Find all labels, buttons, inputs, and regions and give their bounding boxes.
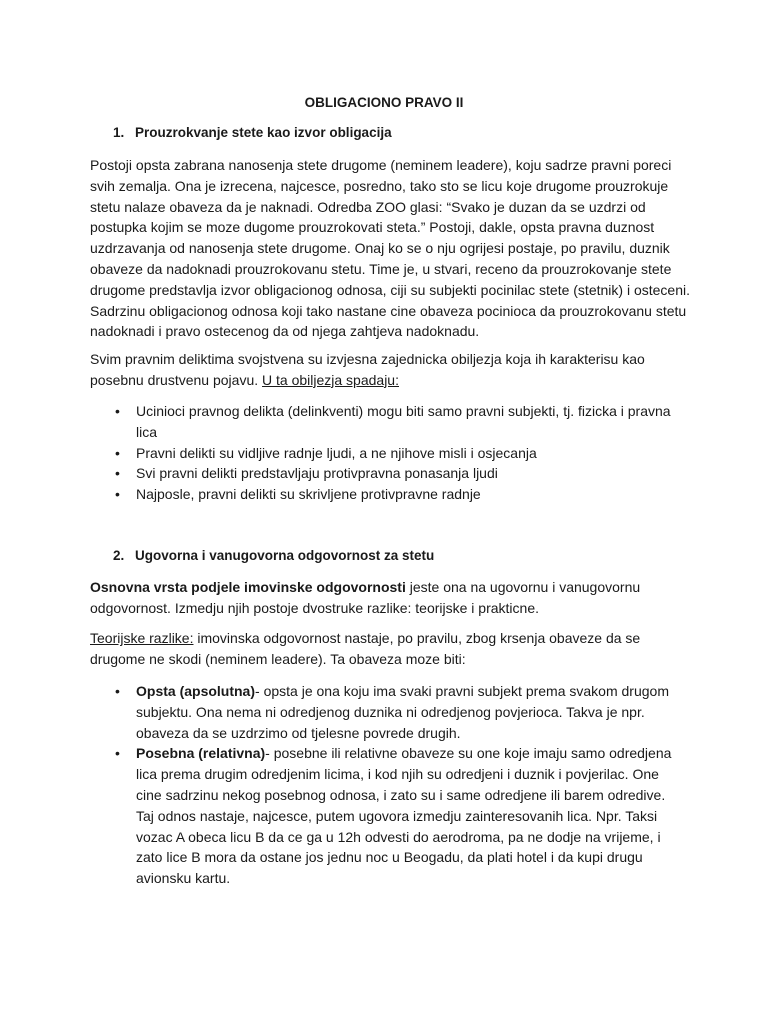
section-2-title: Ugovorna i vanugovorna odgovornost za stetu	[135, 548, 435, 563]
list-item-text: - posebne ili relativne obaveze su one koje imaju samo odredjena lica prema drugim odredjenim licima, i kod njih su odredjeni i duznik i povjerilac. One cine sadrzinu nekog posebnog odnosa, i zato su i same odredjene ili barem odredive. Taj odnos nastaje, najcesce, putem ugovora izmedju zainteresovanih lica. Npr. Taksi vozac A obeca licu B da ce ga u 12h odvesti do aerodroma, pa ne dodje na vrijeme, i zato lice B mora da ostane jos jednu noc u Beogadu, da plati hotel i da kupi drugu avionsku kartu.	[136, 745, 672, 887]
section-2-bullet-list	[113, 681, 683, 889]
section-2-paragraph-1	[90, 577, 690, 619]
section-2-paragraph-2	[90, 628, 690, 670]
section-1-bullet-list	[113, 401, 683, 505]
section-2-heading	[113, 548, 434, 563]
bullet-icon: •	[115, 403, 120, 419]
list-item-text: Pravni delikti su vidljive radnje ljudi, a ne njihove misli i osjecanja	[136, 444, 537, 461]
section-1-number: 1.	[113, 125, 125, 140]
list-item	[113, 443, 683, 464]
section-2-number: 2.	[113, 548, 125, 563]
list-item-text: Ucinioci pravnog delikta (delinkventi) mogu biti samo pravni subjekti, tj. fizicka i pravna lica	[136, 403, 671, 440]
bullet-icon: •	[115, 745, 120, 762]
list-item	[113, 463, 683, 484]
bullet-icon: •	[115, 444, 120, 461]
list-item-term: Posebna (relativna)	[136, 745, 266, 762]
bold-phrase: Osnovna vrsta podjele imovinske odgovornosti	[90, 579, 406, 595]
list-item	[113, 401, 683, 443]
paragraph-text-wrapper	[90, 577, 690, 619]
list-item-term: Opsta (apsolutna)	[136, 683, 256, 699]
section-1-paragraph-2	[90, 349, 690, 391]
section-1-paragraph-1	[90, 155, 690, 342]
bullet-icon: •	[115, 465, 120, 482]
list-item	[113, 681, 683, 743]
bullet-icon: •	[115, 486, 120, 503]
bullet-icon: •	[115, 683, 120, 699]
paragraph-text: jeste ona na ugovornu i vanugovornu odgovornost. Izmedju njih postoje dvostruke razlike: teorijske i prakticne.	[90, 579, 641, 616]
list-item-text: - opsta je ona koju ima svaki pravni subjekt prema svakom drugom subjektu. Ona nema ni odredjenog duznika ni odredjenog povjerioca. Takva je npr. obaveza da se uzdrzimo od tjelesne povrede drugih.	[136, 683, 669, 741]
list-item-text: Svi pravni delikti predstavljaju protivpravna ponasanja ljudi	[136, 465, 498, 482]
section-1-heading	[113, 125, 392, 140]
paragraph-text-wrapper	[90, 349, 690, 391]
list-item-text: Najposle, pravni delikti su skrivljene protivpravne radnje	[136, 486, 481, 503]
list-item	[113, 484, 683, 505]
paragraph-text: imovinska odgovornost nastaje, po pravilu, zbog krsenja obaveze da se drugome ne skodi (neminem leadere). Ta obaveza moze biti:	[90, 630, 641, 667]
section-1-title: Prouzrokvanje stete kao izvor obligacija	[135, 125, 392, 140]
paragraph-text-wrapper	[90, 628, 690, 670]
underlined-phrase: Teorijske razlike:	[90, 630, 194, 646]
underlined-phrase: U ta obiljezja spadaju:	[262, 371, 399, 388]
paragraph-text: Postoji opsta zabrana nanosenja stete drugome (neminem leadere), koju sadrze pravni poreci svih zemalja. Ona je izrecena, najcesce, posredno, tako sto se licu koje drugome prouzrokuje stetu nalaze obaveza da je naknadi. Odredba ZOO glasi: “Svako je duzan da se uzdrzi od postupka kojim se moze dugome prouzrokovati steta.” Postoji, dakle, opsta pravna duznost uzdrzavanja od nanosenja stete drugome. Onaj ko se o nju ogrijesi postaje, po pravilu, duznik obaveze da nadoknadi prouzrokovanu stetu. Time je, u stvari, receno da prouzrokovanje stete drugome predstavlja izvor obligacionog odnosa, ciji su subjekti pocinilac stete (stetnik) i osteceni. Sadrzinu obligacionog odnosa koji tako nastane cine obaveza pocinioca da prouzrokovanu stetu nadoknadi i pravo ostecenog da od njega zahtjeva nadoknadu.	[90, 157, 690, 340]
paragraph-text: Svim pravnim deliktima svojstvena su izvjesna zajednicka obiljezja koja ih karakterisu kao posebnu drustvenu pojavu.	[90, 351, 645, 388]
document-title: OBLIGACIONO PRAVO II	[304, 95, 464, 110]
list-item	[113, 743, 683, 889]
